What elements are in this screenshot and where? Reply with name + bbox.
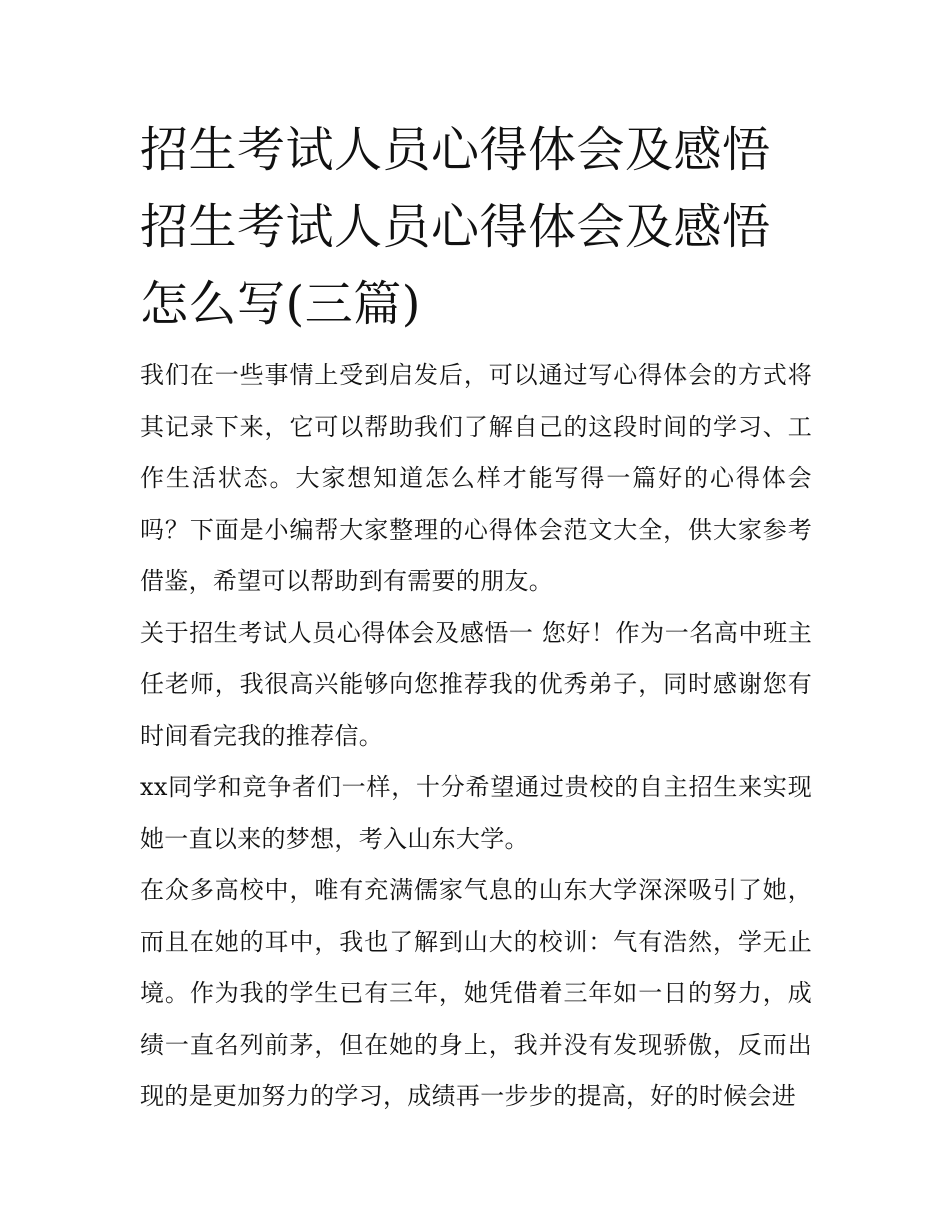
document-title [140,112,820,343]
intro-paragraph: 我们在一些事情上受到启发后，可以通过写心得体会的方式将其记录下来，它可以帮助我们了解自己的这段时间的学习、工作生活状态。大家想知道怎么样才能写得一篇好的心得体会吗？下面是小编帮大家整理的心得体会范文大全，供大家参考借鉴，希望可以帮助到有需要的朋友。 [140,361,812,595]
title-line-2: 招生考试人员心得体会及感悟 [140,199,771,255]
paragraph-student: xx同学和竞争者们一样，十分希望通过贵校的自主招生来实现她一直以来的梦想，考入山东大学。 [140,773,812,853]
title-line-1: 招生考试人员心得体会及感悟 [140,122,771,178]
paragraph-greeting: 关于招生考试人员心得体会及感悟一 您好！作为一名高中班主任老师，我很高兴能够向您推荐我的优秀弟子，同时感谢您有时间看完我的推荐信。 [140,618,812,750]
paragraph-university: 在众多高校中，唯有充满儒家气息的山东大学深深吸引了她，而且在她的耳中，我也了解到山大的校训：气有浩然，学无止境。作为我的学生已有三年，她凭借着三年如一日的努力，成绩一直名列前茅，但在她的身上，我并没有发现骄傲，反而出现的是更加努力的学习，成绩再一步步的提高，好的时候会进 [140,876,812,1110]
title-line-3: 怎么写(三篇) [140,276,421,332]
document-body [140,350,812,1123]
